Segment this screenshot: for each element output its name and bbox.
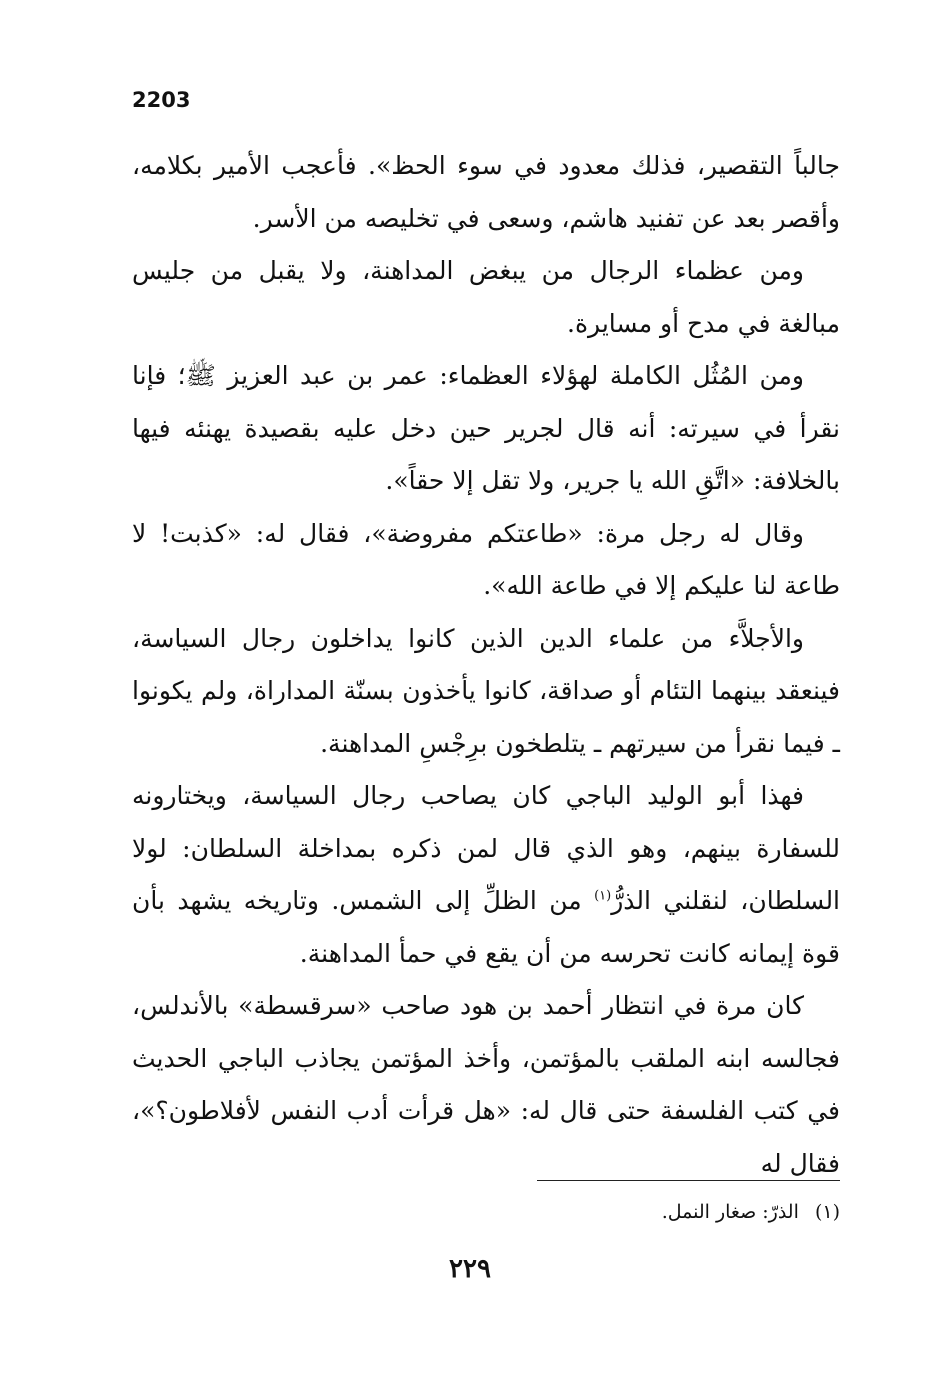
- footnote-separator: [537, 1180, 840, 1181]
- footnote-reference[interactable]: (١): [594, 888, 612, 904]
- paragraph: كان مرة في انتظار أحمد بن هود صاحب «سرقسطة» بالأندلس، فجالسه ابنه الملقب بالمؤتمن، وأخذ المؤتمن يجاذب الباجي الحديث في كتب الفلسفة حتى قال له: «هل قرأت أدب النفس لأفلاطون؟»، فقال له: [132, 991, 840, 1178]
- paragraph: ومن عظماء الرجال من يبغض المداهنة، ولا يقبل من جليس مبالغة في مدح أو مسايرة.: [132, 256, 840, 338]
- page-number-bottom: ٢٢٩: [449, 1254, 491, 1284]
- paragraph: وقال له رجل مرة: «طاعتكم مفروضة»، فقال له: «كذبت! لا طاعة لنا عليكم إلا في طاعة الله».: [132, 518, 840, 600]
- paragraph-baji: [132, 770, 840, 980]
- paragraph-text: من الظلِّ إلى الشمس. وتاريخه يشهد بأن قوة إيمانه كانت تحرسه من أن يقع في حمأ المداهنة.: [132, 886, 840, 968]
- paragraph-text: فهذا أبو الوليد الباجي كان يصاحب رجال السياسة، ويختارونه للسفارة بينهم، وهو الذي قال لمن ذكره بمداخلة السلطان: لولا السلطان، لنقلني الذرُّ: [132, 781, 841, 915]
- footnote-text: الذرّ: صغار النمل.: [661, 1201, 799, 1223]
- paragraph: ومن المُثُل الكاملة لهؤلاء العظماء: عمر بن عبد العزيز ﷺ؛ فإنا نقرأ في سيرته: أنه قال لجرير حين دخل عليه بقصيدة يهنئه فيها بالخلافة: «اتَّقِ الله يا جرير، ولا تقل إلا حقاً».: [132, 361, 840, 495]
- footnote: [500, 1196, 840, 1228]
- footnote-marker: (١): [814, 1201, 840, 1223]
- paragraph: والأجلاَّء من علماء الدين الذين كانوا يداخلون رجال السياسة، فينعقد بينهما التئام أو صداقة، كانوا يأخذون بسنّة المداراة، ولم يكونوا ـ فيما نقرأ من سيرتهم ـ يتلطخون برِجْسِ المداهنة.: [132, 623, 840, 758]
- main-text: [132, 140, 840, 1190]
- page-number-top: 2203: [132, 88, 191, 112]
- paragraph-continuation: جالباً التقصير، فذلك معدود في سوء الحظ». فأعجب الأمير بكلامه، وأقصر بعد عن تفنيد هاشم، وسعى في تخليصه من الأسر.: [132, 151, 840, 233]
